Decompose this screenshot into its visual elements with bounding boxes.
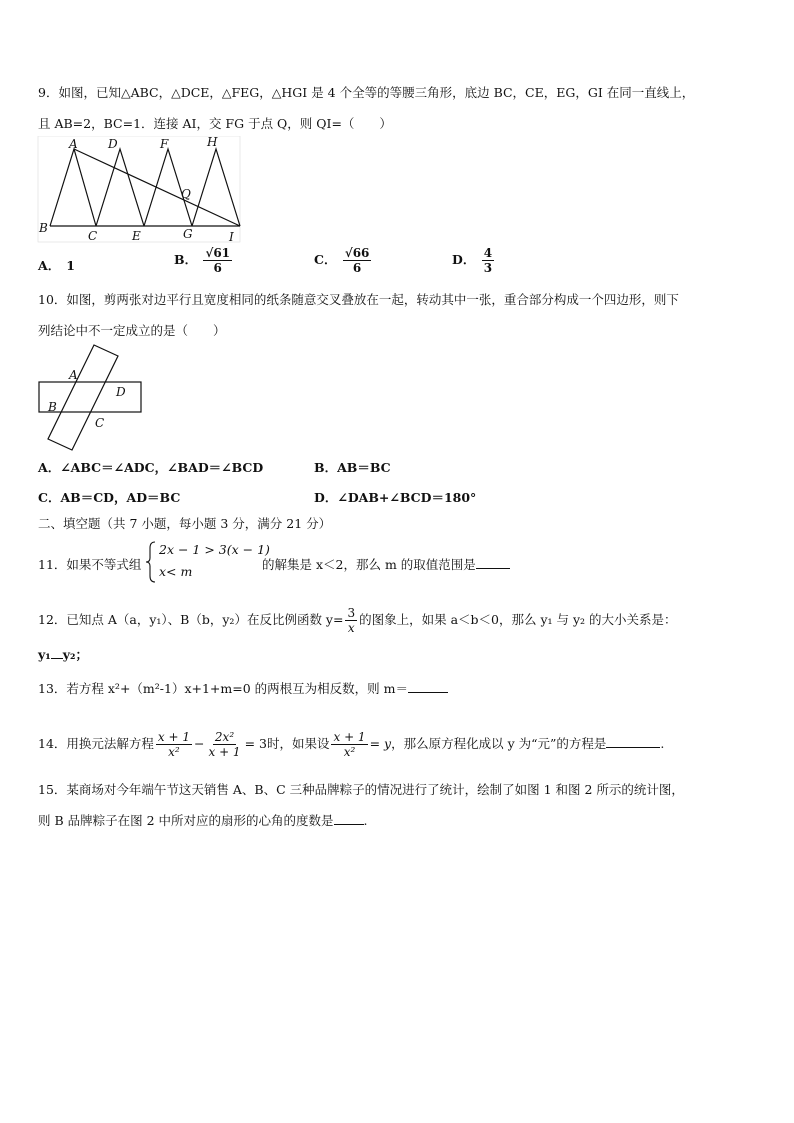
q10-option-c: C．AB＝CD，AD＝BC <box>38 490 181 505</box>
brace-icon <box>145 540 157 584</box>
q9-label-e: E <box>132 229 141 243</box>
q10-option-d: D．∠DAB+∠BCD＝180° <box>314 490 477 505</box>
q9-line1: 9．如图，已知△ABC，△DCE，△FEG，△HGI 是 4 个全等的等腰三角形，底边 BC，CE，EG，GI 在同一直线上， <box>38 85 695 100</box>
q11-answer-blank[interactable] <box>476 556 510 569</box>
q9-label-q: Q <box>181 187 191 201</box>
q9-line2: 且 AB=2，BC=1．连接 AI，交 FG 于点 Q，则 QI=（ ） <box>38 116 392 131</box>
q10-option-a: A．∠ABC＝∠ADC，∠BAD＝∠BCD <box>38 460 264 475</box>
q13-line: 13．若方程 x²+（m²-1）x+1+m=0 的两根互为相反数，则 m＝ <box>38 680 448 698</box>
q15-answer-blank[interactable] <box>334 812 364 825</box>
q9-label-g: G <box>183 227 193 241</box>
q11-prefix: 11．如果不等式组 <box>38 557 142 572</box>
q9-label-h: H <box>207 136 218 149</box>
q10-line2: 列结论中不一定成立的是（ ） <box>38 323 226 338</box>
q12-line2: y₁ y₂； <box>38 647 88 662</box>
q10-label-b: B <box>48 400 57 414</box>
q12-line1: 12．已知点 A（a，y₁）、B（b，y₂）在反比例函数 y= $\frac{3}{x}$ 的图象上，如果 a＜b＜0，那么 y₁ 与 y₂ 的大小关系是： <box>38 606 677 635</box>
q9-label-c: C <box>88 229 98 243</box>
q15-line1: 15．某商场对今年端午节这天销售 A、B、C 三种品牌粽子的情况进行了统计，绘制了如图 1 和图 2 所示的统计图， <box>38 782 684 797</box>
q9-option-d: D． $\frac{4}{3}$ <box>452 246 493 275</box>
q14-answer-blank[interactable] <box>606 735 660 748</box>
q12-answer-blank[interactable] <box>51 646 63 659</box>
q10-line1: 10．如图，剪两张对边平行且宽度相同的纸条随意交叉叠放在一起，转动其中一张，重合部分构成一个四边形，则下 <box>38 292 679 307</box>
q11-ineq1: 2x − 1 > 3(x − 1) <box>159 542 270 557</box>
q10-option-b: B．AB＝BC <box>314 460 391 475</box>
q9-label-a: A <box>69 137 78 151</box>
q10-figure <box>36 342 146 454</box>
q9-label-b: B <box>39 221 48 235</box>
q11-system <box>145 540 270 584</box>
q10-label-a: A <box>69 368 78 382</box>
q10-label-c: C <box>95 416 105 430</box>
q9-figure <box>36 136 242 244</box>
section-heading: 二、填空题（共 7 小题，每小题 3 分，满分 21 分） <box>38 516 332 531</box>
q11-ineq2: x< m <box>159 564 193 579</box>
q14-line: 14．用换元法解方程 $\frac{x + 1}{\text{x²}}$ − $\frac{\text{2x²}}{x + 1}$ = 3时，如果设 $\frac{x + 1}{\text{x²}}$ = y，那么原方程化成以 y 为“元”的方程是 . <box>38 730 665 759</box>
q9-label-d: D <box>108 137 118 151</box>
q15-line2: 则 B 品牌粽子在图 2 中所对应的扇形的心角的度数是 . <box>38 813 368 828</box>
q9-option-b: B． $\frac{√61}{6}$ <box>174 246 231 275</box>
q11-suffix: 的解集是 x＜2，那么 m 的取值范围是 <box>262 556 510 574</box>
q9-label-f: F <box>160 137 169 151</box>
q13-answer-blank[interactable] <box>408 680 448 693</box>
q9-option-c: C． $\frac{√66}{6}$ <box>314 246 370 275</box>
q10-label-d: D <box>116 385 126 399</box>
q9-option-a: A． 1 <box>38 258 75 273</box>
q9-label-i: I <box>229 230 234 244</box>
